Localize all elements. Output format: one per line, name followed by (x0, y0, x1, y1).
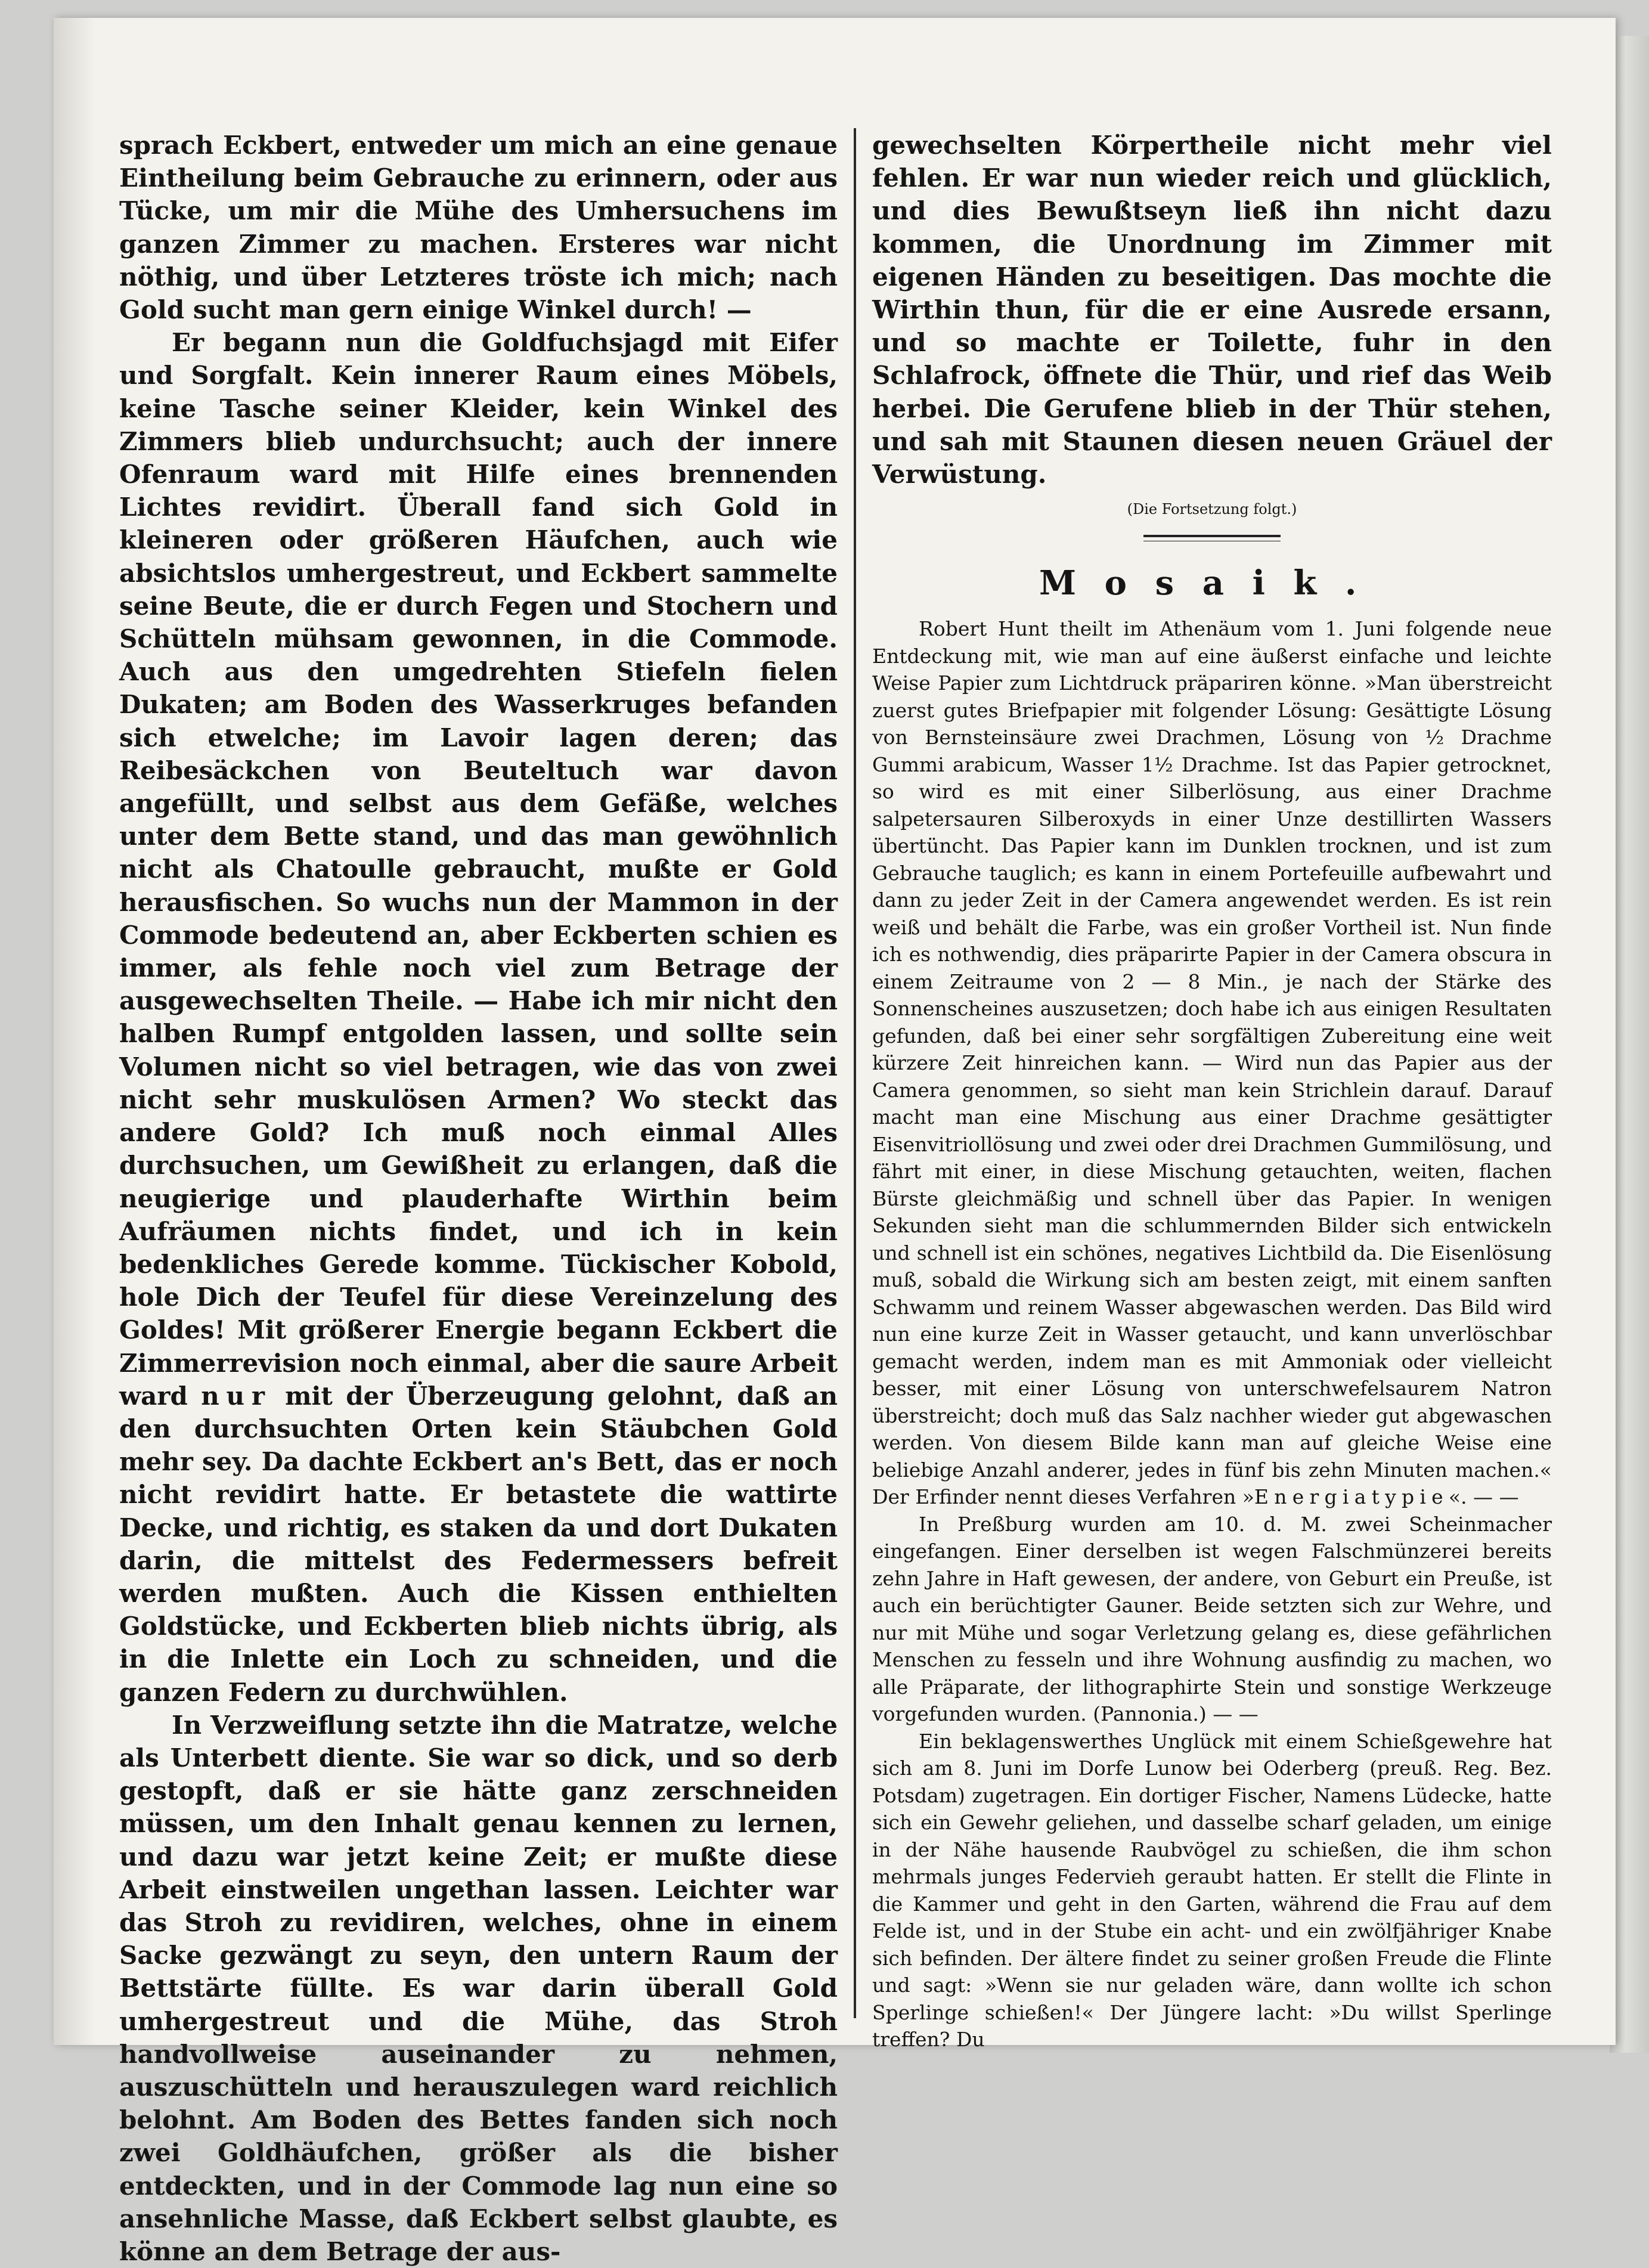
emphasis-spaced-energiatypie: Energiatypie (1254, 1485, 1449, 1509)
mosaik-item-2: In Preßburg wurden am 10. d. M. zwei Scheinmacher eingefangen. Einer derselben ist wegen Falschmünzerei bereits zehn Jahre in Haft gewesen, der andere, von Geburt ein Preuße, ist auch ein berüchtigter Gauner. Beide setzten sich zur Wehre, und nur mit Mühe und sogar Verletzung gelang es, diese gefährlichen Menschen zu fesseln und ihre Wohnung ausfindig zu machen, wo alle Präparate, der lithographirte Stein und sonstige Werkzeuge vorgefunden wurden. (Pannonia.) — — (872, 1512, 1552, 1726)
mosaik-item-1-text: Robert Hunt theilt im Athenäum vom 1. Juni folgende neue Entdeckung mit, wie man auf eine äußerst einfache und leichte Weise Papier zum Lichtdruck präpariren könne. »Man überstreicht zuerst gutes Briefpapier mit folgender Lösung: Gesättigte Lösung von Bernsteinsäure zwei Drachmen, Lösung von ½ Drachme Gummi arabicum, Wasser 1½ Drachme. Ist das Papier getrocknet, so wird es mit einer Silberlösung, aus einer Drachme salpetersauren Silberoxyds in einer Unze destillirten Wassers übertüncht. Das Papier kann im Dunklen trocknen, und ist zum Gebrauche tauglich; es kann in einem Portefeuille aufbewahrt und dann zu jeder Zeit in der Camera angewendet werden. Es ist rein weiß und behält die Farbe, was ein großer Vortheil ist. Nun finde ich es nothwendig, dies präparirte Papier in der Camera obscura in einem Zeitraume von 2 — 8 Min., je nach der Stärke des Sonnenscheines auszusetzen; doch habe ich aus einigen Resultaten gefunden, daß bei einer sehr sorgfältigen Zubereitung eine weit kürzere Zeit hinreichen kann. — Wird nun das Papier aus der Camera genommen, so sieht man kein Strichlein darauf. Darauf macht man eine Mischung aus einer Drachme gesättigter Eisenvitriollösung und zwei oder drei Drachmen Gummilösung, und fährt mit einer, in diese Mischung getauchten, weiten, flachen Bürste gleichmäßig und schnell über das Papier. In wenigen Sekunden sieht man die schlummernden Bilder sich entwickeln und schnell ist ein schönes, negatives Lichtbild da. Die Eisenlösung muß, sobald die Wirkung sich am besten zeigt, mit einem sanften Schwamm und reinem Wasser abgewaschen werden. Das Bild wird nun eine kurze Zeit in Wasser getaucht, und kann unverlöschbar gemacht werden, indem man es mit Ammoniak oder vielleicht besser, mit einer Lösung von unterschwefelsaurem Natron überstreicht; doch muß das Salz nachher wieder gut abgewaschen werden. Von diesem Bilde kann man auf gleiche Weise eine beliebige Anzahl anderer, jedes in fünf bis zehn Minuten machen.« Der Erfinder nennt dieses Verfahren » (872, 617, 1552, 1509)
left-paragraph-2 (119, 326, 838, 1709)
mosaik-item-3: Ein beklagenswerthes Unglück mit einem Schießgewehre hat sich am 8. Juni im Dorfe Lunow bei Oderberg (preuß. Reg. Bez. Potsdam) zugetragen. Ein dortiger Fischer, Namens Lüdecke, hatte sich ein Gewehr geliehen, und dasselbe scharf geladen, um einige in der Nähe hausende Raubvögel zu schießen, die ihm schon mehrmals junges Federvieh geraubt hatten. Er stellt die Flinte in die Kammer und geht in den Garten, während die Frau auf dem Felde ist, und in der Stube ein acht- und ein zwölfjähriger Knabe sich befinden. Der ältere findet zu seiner großen Freude die Flinte und sagt: »Wenn sie nur geladen wäre, dann wollte ich schon Sperlinge schießen!« Der Jüngere lacht: »Du willst Sperlinge treffen? Du (872, 1729, 1552, 2052)
left-paragraph-3: In Verzweiflung setzte ihn die Matratze, welche als Unterbett diente. Sie war so dick, und so derb gestopft, daß er sie hätte ganz zerschneiden müssen, um den Inhalt genau kennen zu lernen, und dazu war jetzt keine Zeit; er mußte diese Arbeit einstweilen ungethan lassen. Leichter war das Stroh zu revidiren, welches, ohne in einem Sacke gezwängt zu seyn, den untern Raum der Bettstärte füllte. Es war darin überall Gold umhergestreut und die Mühe, das Stroh handvollweise auseinander zu nehmen, auszuschütteln und herauszulegen ward reichlich belohnt. Am Boden des Bettes fanden sich noch zwei Goldhäufchen, größer als die bisher entdeckten, und in der Commode lag nun eine so ansehnliche Masse, daß Eckbert selbst glaubte, es könne an dem Betrage der aus- (119, 1710, 838, 2266)
left-paragraph-2-rest: mit der Überzeugung gelohnt, daß an den durchsuchten Orten kein Stäubchen Gold mehr sey. Da dachte Eckbert an's Bett, das er noch nicht revidirt hatte. Er betastete die wattirte Decke, und richtig, es staken da und dort Dukaten darin, die mittelst des Federmessers befreit werden mußten. Auch die Kissen enthielten Goldstücke, und Eckberten blieb nichts übrig, als in die Inlette ein Loch zu schneiden, und die ganzen Federn zu durchwühlen. (119, 1381, 838, 1707)
right-column (872, 129, 1552, 2053)
left-column (119, 129, 838, 2268)
continuation-note: (Die Fortsetzung folgt.) (1127, 501, 1297, 518)
emphasis-spaced: nur (201, 1381, 272, 1411)
mosaik-item-1 (872, 615, 1552, 1511)
left-paragraph-1: sprach Eckbert, entweder um mich an eine genaue Eintheilung beim Gebrauche zu erinnern, oder aus Tücke, um mir die Mühe des Umhersuchens im ganzen Zimmer zu machen. Ersteres war nicht nöthig, und über Letzteres tröste ich mich; nach Gold sucht man gern einige Winkel durch! — (119, 131, 838, 325)
mosaik-section (872, 615, 1552, 2053)
left-paragraph-2-text: Er begann nun die Goldfuchsjagd mit Eifer und Sorgfalt. Kein innerer Raum eines Möbels, keine Tasche seiner Kleider, kein Winkel des Zimmers blieb undurchsucht; auch der innere Ofenraum ward mit Hilfe eines brennenden Lichtes revidirt. Überall fand sich Gold in kleineren oder größeren Häufchen, auch wie absichtslos umhergestreut, und Eckbert sammelte seine Beute, die er durch Fegen und Stochern und Schütteln mühsam gewonnen, in die Commode. Auch aus den umgedrehten Stiefeln fielen Dukaten; am Boden des Wasserkruges befanden sich etwelche; im Lavoir lagen deren; das Reibesäckchen von Beuteltuch war davon angefüllt, und selbst aus dem Gefäße, welches unter dem Bette stand, und das man gewöhnlich nicht als Chatoulle gebraucht, mußte er Gold herausfischen. So wuchs nun der Mammon in der Commode bedeutend an, aber Eckberten schien es immer, als fehle noch viel zum Betrage der ausgewechselten Theile. — Habe ich mir nicht den halben Rumpf entgolden lassen, und sollte sein Volumen nicht so viel betragen, wie das von zwei nicht sehr muskulösen Armen? Wo steckt das andere Gold? Ich muß noch einmal Alles durchsuchen, um Gewißheit zu erlangen, daß die neugierige und plauderhafte Wirthin beim Aufräumen nichts findet, und ich in kein bedenkliches Gerede komme. Tückischer Kobold, hole Dich der Teufel für diese Vereinzelung des Goldes! Mit größerer Energie begann Eckbert die Zimmerrevision noch einmal, aber die saure Arbeit ward (119, 328, 838, 1411)
section-heading: Mosaik. (1039, 563, 1385, 603)
column-divider (854, 128, 856, 2018)
mosaik-item-1-end: «. — — (1448, 1485, 1519, 1509)
section-rule (1143, 535, 1281, 541)
right-paragraph-1: gewechselten Körpertheile nicht mehr viel fehlen. Er war nun wieder reich und glücklich, und dies Bewußtseyn ließ ihn nicht dazu kommen, die Unordnung im Zimmer mit eigenen Händen zu beseitigen. Das mochte die Wirthin thun, für die er eine Ausrede ersann, und so machte er Toilette, fuhr in den Schlafrock, öffnete die Thür, und rief das Weib herbei. Die Gerufene blieb in der Thür stehen, und sah mit Staunen diesen neuen Gräuel der Verwüstung. (872, 131, 1552, 489)
